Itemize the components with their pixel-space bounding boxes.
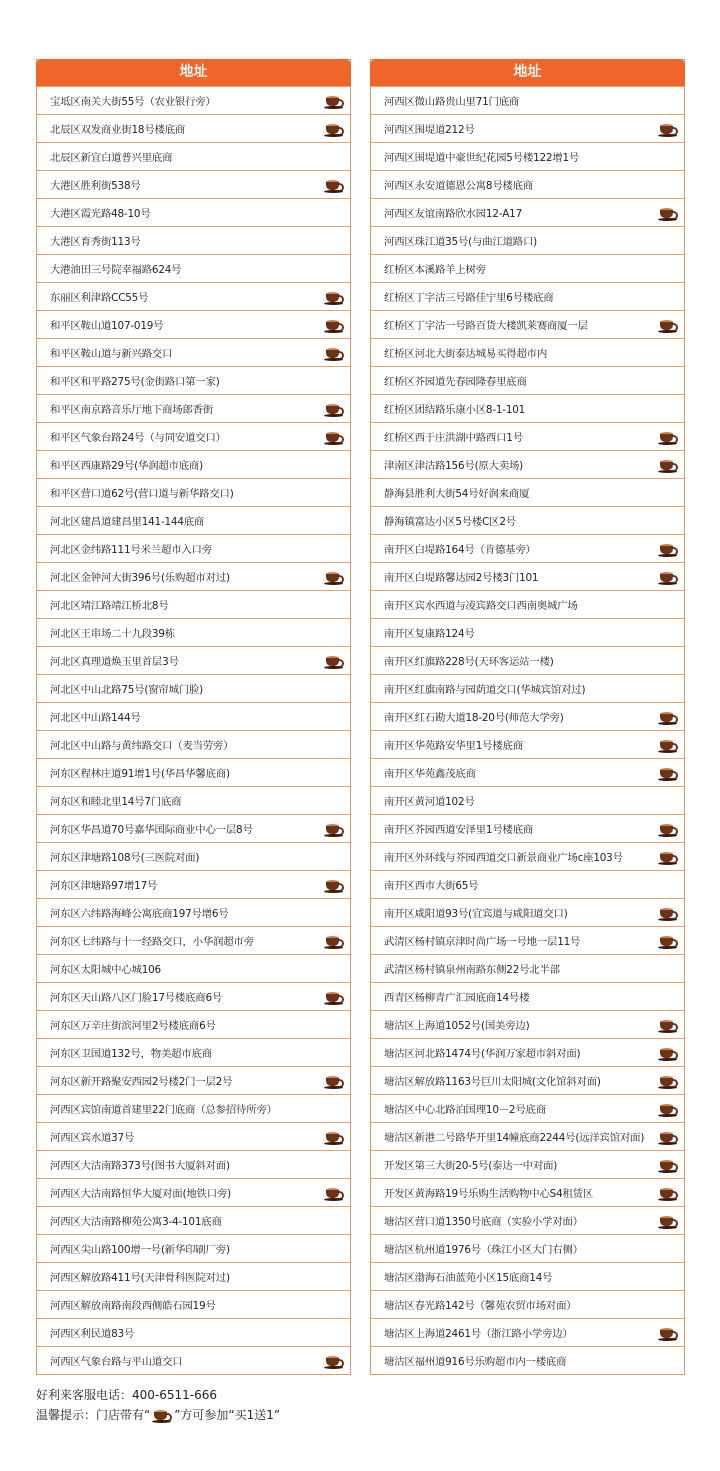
store-row <box>37 786 350 814</box>
coffee-cup-icon <box>324 1353 344 1369</box>
store-row <box>37 618 350 646</box>
store-address: 和平区南京路音乐厅地下商场郎香街 <box>50 404 214 416</box>
store-address: 河北区中山路144号 <box>50 712 141 724</box>
coffee-cup-icon <box>324 821 344 837</box>
store-address: 宝坻区南关大街55号（农业银行旁） <box>50 96 216 108</box>
store-row <box>371 870 684 898</box>
store-address: 河西区永安道德恩公寓8号楼底商 <box>384 180 534 192</box>
store-row <box>371 562 684 590</box>
store-address: 河西区微山路贵山里71门底商 <box>384 96 520 108</box>
store-address: 和平区鞍山道与新兴路交口 <box>50 348 173 360</box>
store-address: 塘沽区春光路142号（馨苑农贸市场对面） <box>384 1300 577 1312</box>
coffee-cup-icon <box>658 933 678 949</box>
store-row <box>37 758 350 786</box>
store-row <box>37 366 350 394</box>
store-address: 南开区红旗路228号(天环客运站一楼) <box>384 656 554 668</box>
coffee-cup-icon <box>324 289 344 305</box>
store-row <box>371 1290 684 1318</box>
store-address: 南开区外环线与芥园西道交口新景商业广场c座103号 <box>384 852 623 864</box>
store-row <box>37 198 350 226</box>
store-row <box>37 282 350 310</box>
store-row <box>37 1262 350 1290</box>
store-row <box>37 842 350 870</box>
tip-line <box>36 1405 280 1425</box>
store-row <box>371 590 684 618</box>
tip-suffix: ”方可参加“买1送1” <box>174 1408 281 1422</box>
store-address: 河北区金纬路111号米兰超市入口旁 <box>50 544 212 556</box>
store-address: 河北区建昌道建昌里141-144底商 <box>50 516 205 528</box>
store-row <box>37 590 350 618</box>
store-row <box>37 814 350 842</box>
store-address: 红桥区本溪路羊上树旁 <box>384 264 486 276</box>
store-address: 开发区黄海路19号乐购生活购物中心S4租赁区 <box>384 1188 594 1200</box>
coffee-cup-icon <box>324 653 344 669</box>
store-address: 北辰区双发商业街18号楼底商 <box>50 124 186 136</box>
store-address: 东丽区利津路CC55号 <box>50 292 149 304</box>
store-row <box>371 114 684 142</box>
store-address: 河西区宾水道37号 <box>50 1132 135 1144</box>
store-row <box>371 1318 684 1346</box>
store-address: 塘沽区中心北路泊国理10－2号底商 <box>384 1104 546 1116</box>
store-row <box>371 702 684 730</box>
store-address: 大港区霞光路48-10号 <box>50 208 151 220</box>
coffee-cup-icon <box>658 317 678 333</box>
store-row <box>37 310 350 338</box>
store-address: 塘沽区新港二号路华开里14幢底商2244号(远洋宾馆对面) <box>384 1132 645 1144</box>
store-address: 河东区津塘路108号(三医院对面) <box>50 852 200 864</box>
coffee-cup-icon <box>658 457 678 473</box>
store-row <box>371 618 684 646</box>
store-row <box>37 450 350 478</box>
store-row <box>37 114 350 142</box>
store-address: 南开区白堤路164号（肯德基旁） <box>384 544 536 556</box>
store-address: 南开区西市大街65号 <box>384 880 479 892</box>
store-address: 南开区红旗南路与园荫道交口(华城宾馆对过) <box>384 684 586 696</box>
coffee-cup-icon <box>324 429 344 445</box>
coffee-cup-icon <box>324 1185 344 1201</box>
store-row <box>371 646 684 674</box>
store-row <box>371 338 684 366</box>
store-row <box>371 786 684 814</box>
store-address: 河东区程林庄道91增1号(华昌华馨底商) <box>50 768 230 780</box>
store-row <box>37 1290 350 1318</box>
store-address: 河西区宾馆南道首建里22门底商（总参招待所旁） <box>50 1104 277 1116</box>
column-header: 地址 <box>370 59 685 86</box>
coffee-cup-icon <box>324 345 344 361</box>
coffee-cup-icon <box>658 1213 678 1229</box>
store-row <box>371 310 684 338</box>
store-row <box>37 142 350 170</box>
store-address: 开发区第三大街20-5号(泰达一中对面) <box>384 1160 558 1172</box>
store-row <box>371 394 684 422</box>
store-row <box>371 170 684 198</box>
coffee-cup-icon <box>324 1073 344 1089</box>
store-row <box>37 394 350 422</box>
store-row <box>37 1318 350 1346</box>
store-row <box>37 506 350 534</box>
store-row <box>37 422 350 450</box>
store-row <box>37 1234 350 1262</box>
coffee-cup-icon <box>324 317 344 333</box>
store-address: 河东区万辛庄街滨河里2号楼底商6号 <box>50 1020 216 1032</box>
store-address: 南开区华苑鑫茂底商 <box>384 768 476 780</box>
coffee-cup-icon <box>658 905 678 921</box>
coffee-cup-icon <box>658 1325 678 1341</box>
hotline-text: 好利来客服电话：400-6511-666 <box>36 1388 218 1402</box>
store-row <box>371 366 684 394</box>
store-address: 河东区天山路八区门脸17号楼底商6号 <box>50 992 223 1004</box>
store-address: 静海县胜利大街54号好润来商厦 <box>384 488 530 500</box>
store-address: 河东区和睦北里14号7门底商 <box>50 796 182 808</box>
store-address: 河西区大沽南路柳苑公寓3-4-101底商 <box>50 1216 222 1228</box>
coffee-cup-icon <box>658 429 678 445</box>
store-row <box>371 982 684 1010</box>
store-row <box>37 1206 350 1234</box>
store-row <box>371 842 684 870</box>
store-row <box>371 730 684 758</box>
store-row <box>371 142 684 170</box>
store-address: 河北区王串场二十九段39栋 <box>50 628 175 640</box>
coffee-cup-icon <box>324 1129 344 1145</box>
coffee-cup-icon <box>324 569 344 585</box>
coffee-cup-icon <box>658 541 678 557</box>
column-header: 地址 <box>36 59 351 86</box>
store-address: 红桥区芥园道先春园隆春里底商 <box>384 376 527 388</box>
store-row <box>371 758 684 786</box>
store-address: 塘沽区渤海石油蓝苑小区15底商14号 <box>384 1272 553 1284</box>
store-address: 河东区津塘路97增17号 <box>50 880 158 892</box>
store-row <box>371 506 684 534</box>
store-row <box>37 926 350 954</box>
coffee-cup-icon <box>658 765 678 781</box>
coffee-cup-icon <box>658 1101 678 1117</box>
store-address: 河东区六纬路海峰公寓底商197号增6号 <box>50 908 229 920</box>
store-address: 河西区围堤道212号 <box>384 124 475 136</box>
store-address: 红桥区丁字沽三号路佳宁里6号楼底商 <box>384 292 554 304</box>
store-address: 河西区珠江道35号(与曲江道路口) <box>384 236 538 248</box>
store-address: 西青区杨柳青广汇园底商14号楼 <box>384 992 530 1004</box>
store-address: 河北区真理道焕玉里首层3号 <box>50 656 179 668</box>
store-row <box>37 954 350 982</box>
coffee-cup-icon <box>324 933 344 949</box>
store-address: 红桥区西于庄洪湖中路西口1号 <box>384 432 523 444</box>
store-row <box>37 898 350 926</box>
store-row <box>37 870 350 898</box>
coffee-cup-icon <box>658 1045 678 1061</box>
store-row <box>371 282 684 310</box>
store-address: 静海镇富达小区5号楼C区2号 <box>384 516 516 528</box>
store-address: 和平区鞍山道107-019号 <box>50 320 164 332</box>
store-row <box>371 1122 684 1150</box>
store-address: 和平区和平路275号(金街路口第一家) <box>50 376 220 388</box>
coffee-cup-icon <box>658 1157 678 1173</box>
store-row <box>371 926 684 954</box>
store-address: 津南区津沽路156号(原大卖场) <box>384 460 524 472</box>
store-row <box>37 674 350 702</box>
store-address: 南开区红石勘大道18-20号(师范大学旁) <box>384 712 564 724</box>
store-row <box>37 1066 350 1094</box>
store-row <box>37 1038 350 1066</box>
coffee-cup-icon <box>658 737 678 753</box>
store-address: 南开区芥园西道安泽里1号楼底商 <box>384 824 534 836</box>
store-address: 南开区华苑路安华里1号楼底商 <box>384 740 523 752</box>
store-address: 河北区靖江路靖江桥北8号 <box>50 600 169 612</box>
footer-notes <box>36 1385 280 1425</box>
store-row <box>371 1150 684 1178</box>
coffee-cup-icon <box>658 121 678 137</box>
store-row <box>371 478 684 506</box>
store-row <box>371 534 684 562</box>
address-list-right <box>370 59 685 1375</box>
store-row <box>37 1178 350 1206</box>
address-list-left <box>36 59 351 1375</box>
store-address: 南开区复康路124号 <box>384 628 475 640</box>
coffee-cup-icon <box>324 877 344 893</box>
store-address: 和平区西康路29号(华润超市底商) <box>50 460 204 472</box>
coffee-cup-icon <box>658 821 678 837</box>
store-row <box>37 1150 350 1178</box>
store-row <box>371 86 684 114</box>
store-address: 红桥区团结路乐康小区8-1-101 <box>384 404 526 416</box>
coffee-cup-icon <box>658 205 678 221</box>
store-address: 南开区咸阳道93号(宜宾道与咸阳道交口) <box>384 908 568 920</box>
coffee-cup-icon <box>658 849 678 865</box>
store-address: 北辰区新宜白道普兴里底商 <box>50 152 173 164</box>
coffee-cup-icon <box>658 1017 678 1033</box>
coffee-cup-icon <box>324 401 344 417</box>
store-row <box>371 814 684 842</box>
store-address: 塘沽区河北路1474号(华润万家超市斜对面) <box>384 1048 581 1060</box>
store-address: 南开区宾水西道与凌宾路交口西南奥城广场 <box>384 600 578 612</box>
store-address: 塘沽区杭州道1976号（珠江小区大门右侧） <box>384 1244 583 1256</box>
coffee-cup-icon <box>324 177 344 193</box>
coffee-cup-icon <box>658 1129 678 1145</box>
store-address: 和平区营口道62号(营口道与新华路交口) <box>50 488 234 500</box>
store-row <box>371 1094 684 1122</box>
store-row <box>37 1094 350 1122</box>
store-address: 河西区尖山路100增一号(新华印刷厂旁) <box>50 1244 230 1256</box>
store-row <box>371 422 684 450</box>
store-address: 河北区中山北路75号(窗帘城门脸) <box>50 684 204 696</box>
coffee-cup-icon <box>658 709 678 725</box>
store-row <box>371 1178 684 1206</box>
store-row <box>37 86 350 114</box>
store-address: 武清区杨村镇京津时尚广场一号地一层11号 <box>384 936 581 948</box>
store-row <box>371 1206 684 1234</box>
store-address: 河东区华昌道70号嘉华国际商业中心一层8号 <box>50 824 253 836</box>
store-address: 河西区气象台路与平山道交口 <box>50 1356 183 1368</box>
store-address: 南开区黄河道102号 <box>384 796 475 808</box>
rows-right <box>371 86 684 1374</box>
store-address: 武清区杨村镇泉州南路东侧22号北半部 <box>384 964 560 976</box>
store-address: 河东区七纬路与十一经路交口，小华润超市旁 <box>50 936 254 948</box>
tip-prefix: 温馨提示：门店带有“ <box>36 1408 151 1422</box>
store-address: 河西区解放南路南段西侧皓石园19号 <box>50 1300 216 1312</box>
store-row <box>37 1346 350 1374</box>
store-address: 河西区解放路411号(天津骨科医院对过) <box>50 1272 230 1284</box>
store-row <box>37 170 350 198</box>
coffee-cup-icon <box>658 569 678 585</box>
rows-left <box>37 86 350 1374</box>
store-row <box>371 674 684 702</box>
store-row <box>37 478 350 506</box>
store-row <box>37 702 350 730</box>
coffee-cup-icon <box>658 1073 678 1089</box>
store-address: 河西区围堤道中豪世纪花园5号楼122增1号 <box>384 152 580 164</box>
store-address: 南开区白堤路馨达园2号楼3门101 <box>384 572 539 584</box>
store-address: 河西区友谊南路欣水园12-A17 <box>384 208 523 220</box>
store-address: 和平区气象台路24号（与同安道交口） <box>50 432 226 444</box>
store-row <box>371 226 684 254</box>
store-address: 河北区金钟河大街396号(乐购超市对过) <box>50 572 230 584</box>
store-row <box>371 1010 684 1038</box>
store-address: 大港油田三号院幸福路624号 <box>50 264 182 276</box>
store-address: 塘沽区营口道1350号底商（实验小学对面） <box>384 1216 583 1228</box>
store-row <box>37 982 350 1010</box>
store-address: 河东区卫国道132号，物美超市底商 <box>50 1048 212 1060</box>
coffee-cup-icon <box>324 989 344 1005</box>
store-address: 塘沽区解放路1163号巨川太阳城(文化馆斜对面) <box>384 1076 601 1088</box>
store-address: 河东区新开路聚安西园2号楼2门一层2号 <box>50 1076 233 1088</box>
store-address: 大港区育秀街113号 <box>50 236 141 248</box>
store-row <box>371 450 684 478</box>
store-address: 红桥区丁字沽一号路百货大楼凯莱赛商厦一层 <box>384 320 588 332</box>
store-address: 河北区中山路与黄纬路交口（麦当劳旁） <box>50 740 234 752</box>
store-address: 塘沽区上海道2461号（浙江路小学旁边） <box>384 1328 573 1340</box>
store-row <box>371 1346 684 1374</box>
store-address: 塘沽区福州道916号乐购超市内一楼底商 <box>384 1356 567 1368</box>
coffee-cup-icon <box>658 1185 678 1201</box>
store-row <box>37 226 350 254</box>
store-row <box>37 534 350 562</box>
store-row <box>371 1066 684 1094</box>
store-row <box>37 338 350 366</box>
store-address: 塘沽区上海道1052号(国美旁边) <box>384 1020 530 1032</box>
coffee-cup-icon <box>324 121 344 137</box>
coffee-cup-icon <box>152 1407 172 1423</box>
store-address: 河西区大沽南路373号(图书大厦斜对面) <box>50 1160 230 1172</box>
store-row <box>371 198 684 226</box>
store-row <box>371 898 684 926</box>
store-row <box>37 1122 350 1150</box>
store-row <box>37 1010 350 1038</box>
store-address: 河东区太阳城中心城106 <box>50 964 161 976</box>
store-row <box>37 730 350 758</box>
store-address: 河西区利民道83号 <box>50 1328 135 1340</box>
store-row <box>37 254 350 282</box>
store-address: 大港区胜利街538号 <box>50 180 141 192</box>
store-row <box>371 1038 684 1066</box>
coffee-cup-icon <box>324 93 344 109</box>
store-row <box>371 1262 684 1290</box>
store-row <box>371 1234 684 1262</box>
store-row <box>371 254 684 282</box>
store-row <box>371 954 684 982</box>
store-address: 红桥区河北大街泰达城易买得超市内 <box>384 348 548 360</box>
store-row <box>37 646 350 674</box>
store-address: 河西区大沽南路恒华大厦对面(地铁口旁) <box>50 1188 231 1200</box>
store-row <box>37 562 350 590</box>
